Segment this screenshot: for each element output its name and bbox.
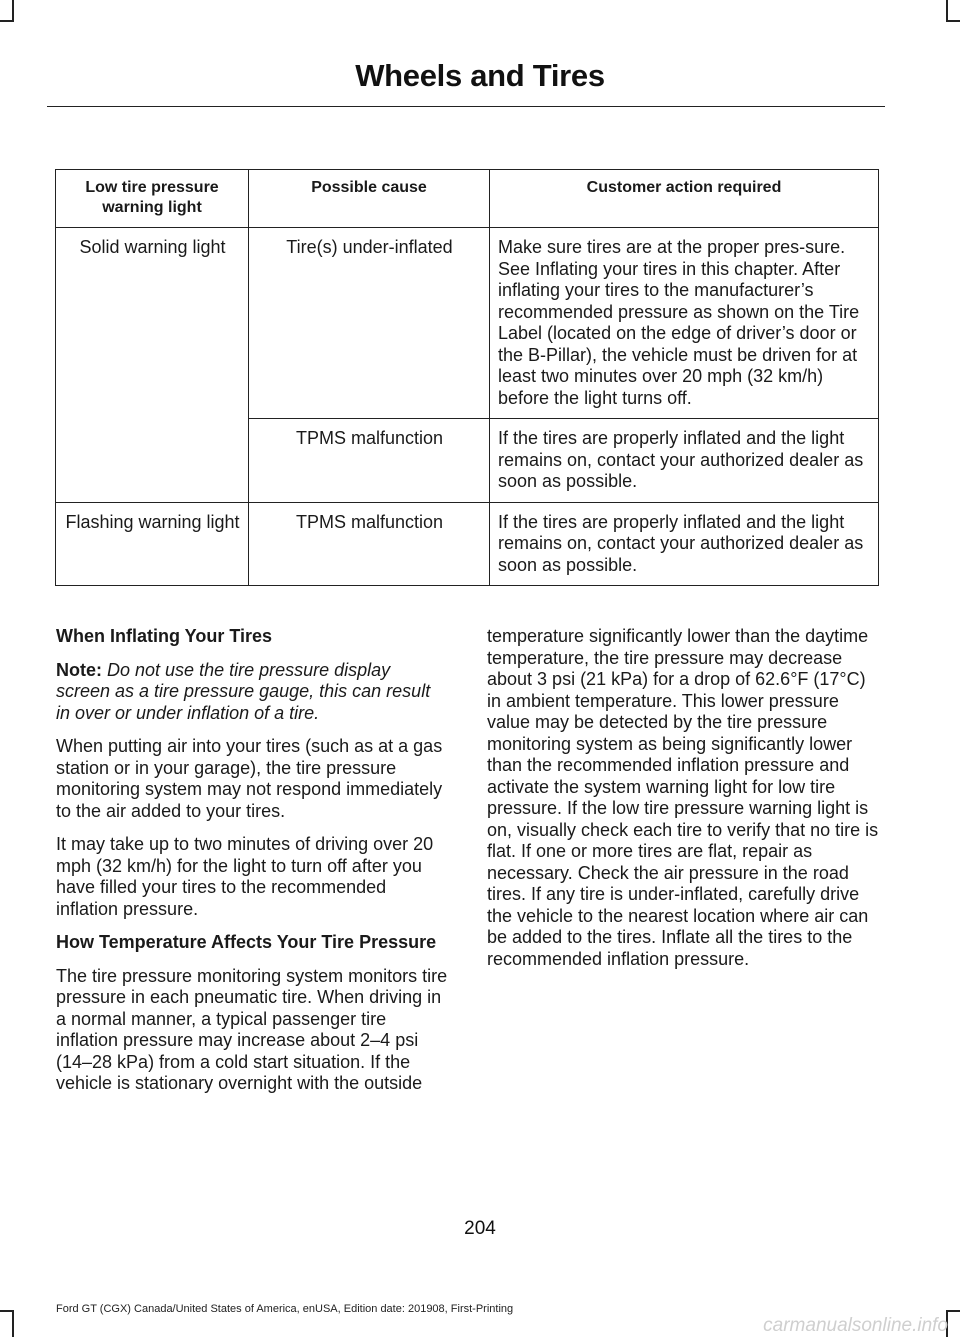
crop-mark-bottom-right-h [946, 1310, 960, 1312]
edition-footer: Ford GT (CGX) Canada/United States of America, enUSA, Edition date: 201908, First-Printing [56, 1303, 514, 1315]
header-customer-action: Customer action required [490, 170, 879, 228]
paragraph-inflating-2: It may take up to two minutes of driving over 20 mph (32 km/h) for the light to turn off after you have filled your tires to the recommended inflation pressure. [56, 834, 434, 919]
left-text-column [56, 626, 448, 1107]
crop-mark-top-right-h [946, 20, 960, 22]
table-row [56, 502, 879, 586]
table-row [56, 228, 879, 419]
cell-customer-action: If the tires are properly inflated and the light remains on, contact your authorized dealer as soon as possible. [490, 419, 879, 503]
page-number: 204 [464, 1218, 496, 1239]
crop-mark-top-left-v [12, 0, 14, 22]
header-divider [47, 106, 885, 107]
cell-warning-light: Solid warning light [56, 228, 249, 503]
cell-customer-action: If the tires are properly inflated and the light remains on, contact your authorized dealer as soon as possible. [490, 502, 879, 586]
paragraph-temperature-start: The tire pressure monitoring system monitors tire pressure in each pneumatic tire. When driving in a normal manner, a typical passenger tire inflation pressure may increase about 2–4 psi (14–28 kPa) from a cold start situation. If the vehicle is stationary overnight with the outside [56, 965, 448, 1093]
crop-mark-top-right-v [946, 0, 948, 22]
cell-customer-action: Make sure tires are at the proper pres-sure. See Inflating your tires in this chapter. After inflating your tires to the manufacturer’s recommended pressure as shown on the Tire Label (located on the edge of driver’s door or the B-Pillar), the vehicle must be driven for at least two minutes over 20 mph (32 km/h) before the light turns off. [490, 228, 879, 419]
crop-mark-bottom-left-v [12, 1310, 14, 1337]
cell-warning-light: Flashing warning light [56, 502, 249, 586]
tpms-warning-table [55, 169, 879, 586]
right-text-column [487, 626, 880, 982]
paragraph-temperature-continued: temperature significantly lower than the daytime temperature, the tire pressure may decrease about 3 psi (21 kPa) for a drop of 62.6°F (17°C) in ambient temperature. This lower pressure value may be detected by the tire pressure monitoring system as being significantly lower than the recommended inflation pressure and activate the system warning light for low tire pressure. If the low tire pressure warning light is on, visually check each tire to verify that no tire is flat. If one or more tires are flat, repair as necessary. Check the air pressure in the road tires. If any tire is under-inflated, carefully drive the vehicle to the nearest location where air can be added to the tires. Inflate all the tires to the recommended inflation pressure. [487, 626, 879, 969]
crop-mark-top-left-h [0, 20, 14, 22]
note-label: Note: [56, 659, 102, 680]
page-title: Wheels and Tires [355, 58, 605, 93]
header-warning-light: Low tire pressure warning light [56, 170, 249, 228]
section-heading-temperature: How Temperature Affects Your Tire Pressure [56, 932, 437, 952]
cell-possible-cause: Tire(s) under-inflated [249, 228, 490, 419]
crop-mark-bottom-left-h [0, 1310, 14, 1312]
header-possible-cause: Possible cause [249, 170, 490, 228]
note-text: Do not use the tire pressure display screen as a tire pressure gauge, this can result in over or under inflation of a tire. [56, 659, 431, 723]
note-paragraph [56, 660, 448, 725]
paragraph-inflating-1: When putting air into your tires (such as at a gas station or in your garage), the tire pressure monitoring system may not respond immediately to the air added to your tires. [56, 736, 443, 821]
section-heading-inflating: When Inflating Your Tires [56, 626, 273, 646]
cell-possible-cause: TPMS malfunction [249, 419, 490, 503]
watermark: carmanualsonline.info [763, 1315, 948, 1336]
table-header-row [56, 170, 879, 228]
cell-possible-cause: TPMS malfunction [249, 502, 490, 586]
